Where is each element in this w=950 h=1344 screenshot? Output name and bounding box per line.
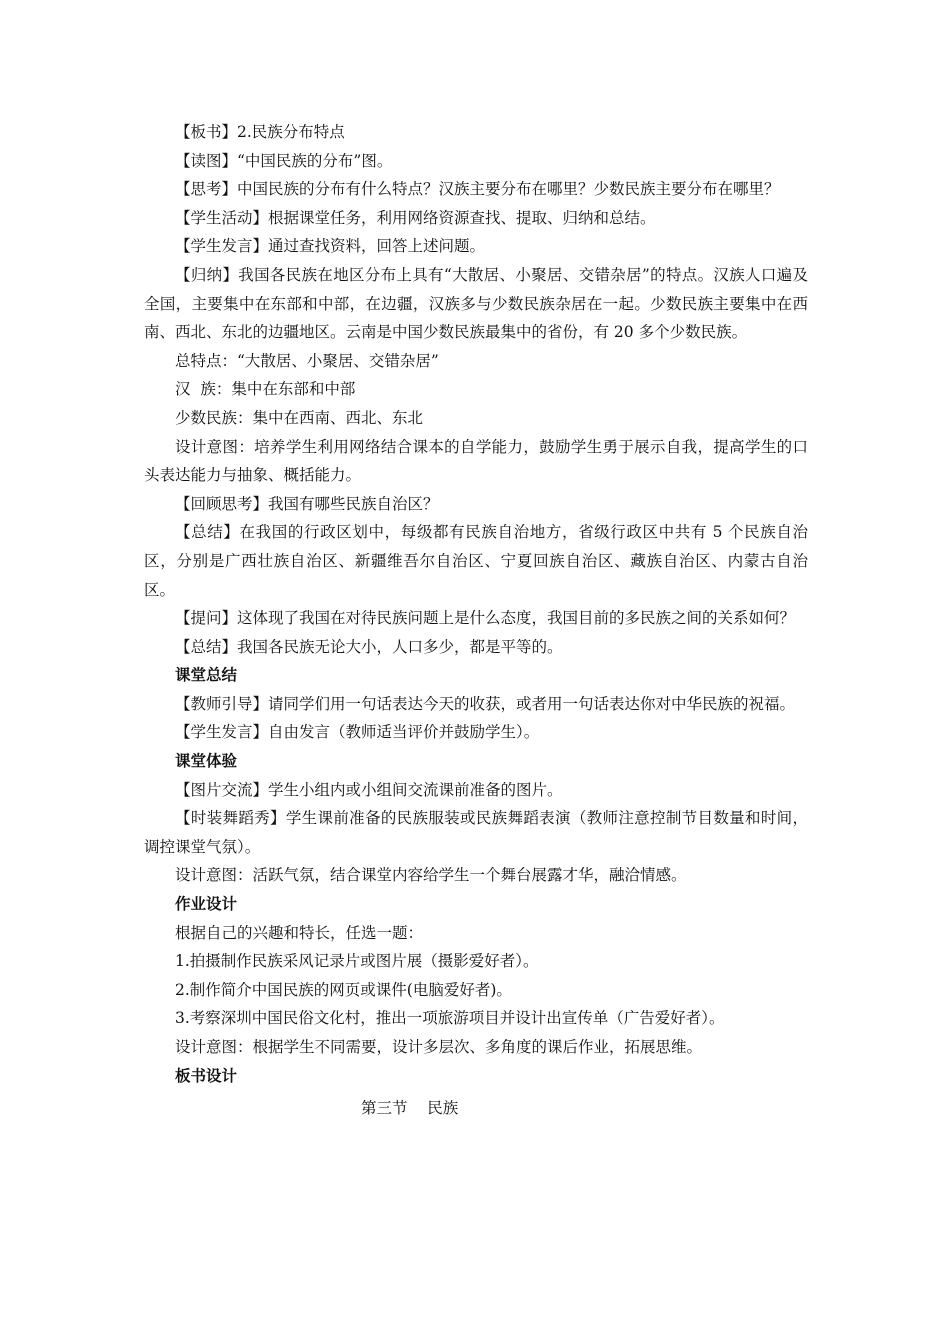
paragraph-review-think: 【回顾思考】我国有哪些民族自治区？	[175, 494, 439, 513]
paragraph-design-intent-3: 设计意图：根据学生不同需要，设计多层次、多角度的课后作业，拓展思维。	[175, 1038, 703, 1056]
document-body	[144, 118, 808, 1123]
paragraph-board-point: 【板书】2.民族分布特点	[175, 123, 345, 141]
heading-class-experience: 课堂体验	[175, 752, 238, 771]
paragraph-design-intent-1: 设计意图：培养学生利用网络结合课本的自学能力，鼓励学生勇于展示自我，提高学生的口头表达能力与抽象、概括能力。	[144, 437, 808, 485]
paragraph-conclusion-autonomous: 【总结】在我国的行政区划中，每级都有民族自治地方，省级行政区中共有 5 个民族自治区，分别是广西壮族自治区、新疆维吾尔自治区、宁夏回族自治区、藏族自治区、内蒙古自治区。	[144, 523, 808, 599]
paragraph-student-free-speech: 【学生发言】自由发言（教师适当评价并鼓励学生）。	[175, 723, 540, 742]
paragraph-summary: 【归纳】我国各民族在地区分布上具有“大散居、小聚居、交错杂居”的特点。汉族人口遍及全国，主要集中在东部和中部，在边疆，汉族多与少数民族杂居在一起。少数民族主要集中在西南、西北、东北的边疆地区。云南是中国少数民族最集中的省份，有 20 多个少数民族。	[144, 265, 808, 342]
paragraph-homework-intro: 根据自己的兴趣和特长，任选一题：	[175, 923, 424, 942]
paragraph-minorities: 少数民族：集中在西南、西北、东北	[175, 408, 424, 427]
paragraph-design-intent-2: 设计意图：活跃气氛，结合课堂内容给学生一个舞台展露才华，融洽情感。	[175, 866, 687, 885]
paragraph-think: 【思考】中国民族的分布有什么特点？汉族主要分布在哪里？少数民族主要分布在哪里？	[175, 180, 780, 199]
paragraph-student-activity: 【学生活动】根据课堂任务，利用网络资源查找、提取、归纳和总结。	[175, 208, 656, 227]
paragraph-han: 汉 族：集中在东部和中部	[175, 380, 356, 399]
paragraph-fashion-dance: 【时装舞蹈秀】学生课前准备的民族服装或民族舞蹈表演（教师注意控制节目数量和时间，调控课堂气氛）。	[144, 809, 808, 856]
heading-class-summary: 课堂总结	[175, 666, 238, 685]
paragraph-homework-1: 1.拍摄制作民族采风记录片或图片展（摄影爱好者）。	[175, 952, 539, 971]
paragraph-read-map: 【读图】“中国民族的分布”图。	[175, 151, 393, 170]
paragraph-homework-2: 2.制作简介中国民族的网页或课件(电脑爱好者)。	[175, 980, 512, 999]
paragraph-picture-exchange: 【图片交流】学生小组内或小组间交流课前准备的图片。	[175, 780, 563, 799]
paragraph-teacher-guide: 【教师引导】请同学们用一句话表达今天的收获，或者用一句话表达你对中华民族的祝福。	[175, 694, 796, 713]
paragraph-student-speech: 【学生发言】通过查找资料，回答上述问题。	[175, 237, 486, 256]
heading-homework: 作业设计	[175, 895, 238, 914]
paragraph-homework-3: 3.考察深圳中国民俗文化村，推出一项旅游项目并设计出宣传单（广告爱好者）。	[175, 1009, 725, 1028]
paragraph-question: 【提问】这体现了我国在对待民族问题上是什么态度，我国目前的多民族之间的关系如何？	[175, 609, 796, 628]
heading-board-design: 板书设计	[175, 1066, 238, 1085]
paragraph-overall-feature: 总特点：“大散居、小聚居、交错杂居”	[175, 351, 439, 370]
board-design-title: 第三节 民族	[361, 1099, 459, 1118]
paragraph-conclusion-equality: 【总结】我国各民族无论大小，人口多少，都是平等的。	[175, 637, 563, 656]
